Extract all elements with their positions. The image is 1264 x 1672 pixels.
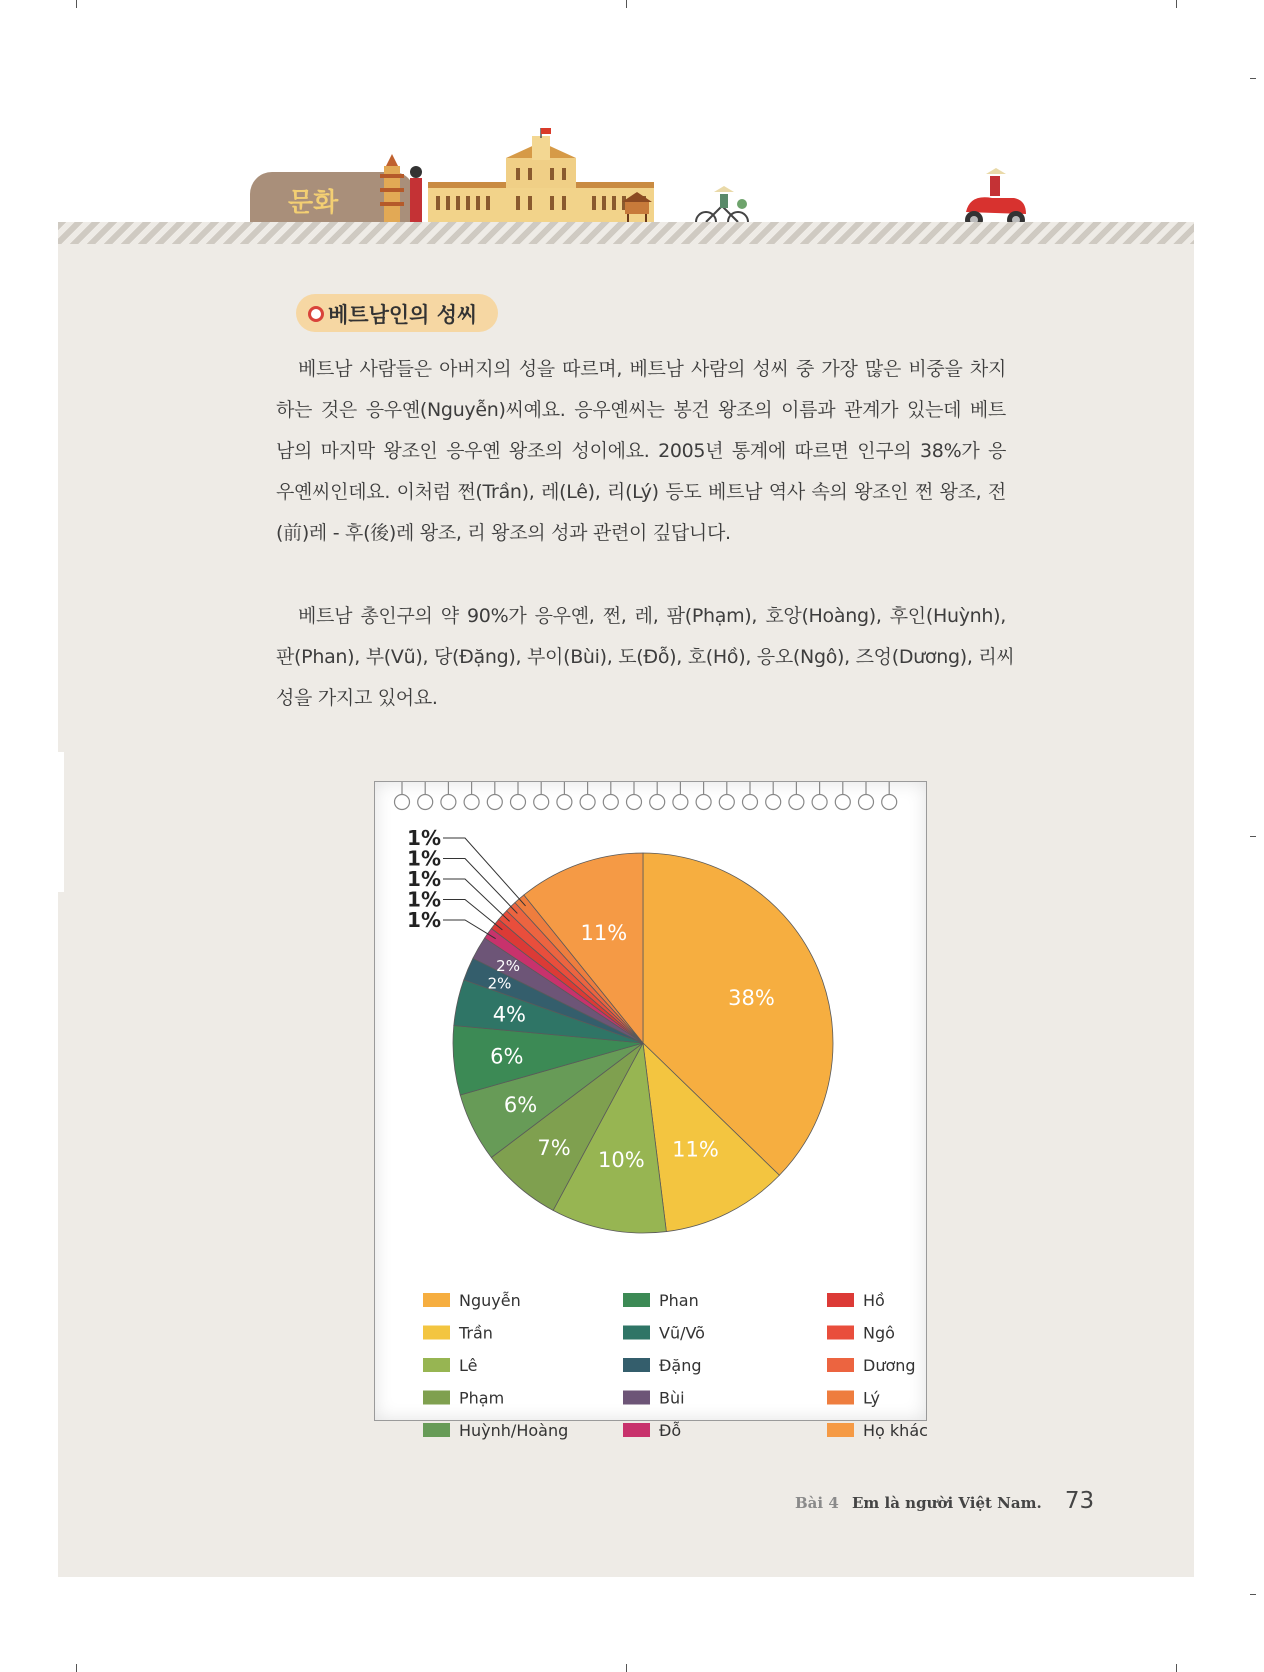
binding-ring (511, 795, 526, 810)
legend-label: Phan (659, 1291, 699, 1310)
data-label: 11% (672, 1137, 719, 1162)
binding-ring (487, 795, 502, 810)
data-label: 11% (580, 920, 628, 945)
legend-label: Nguyễn (459, 1291, 521, 1310)
section-title-pill (296, 294, 498, 332)
callout-line (443, 859, 517, 914)
binding-ring (418, 795, 433, 810)
paragraph-line: 우옌씨인데요. 이처럼 쩐(Trần), 레(Lê), 리(Lý) 등도 베트남 역사 속의 왕조인 쩐 왕조, 전 (276, 481, 1006, 503)
header-stripe (58, 222, 1194, 244)
binding-ring (835, 795, 850, 810)
crop-mark (1250, 1594, 1256, 1595)
legend-label: Lý (863, 1388, 880, 1408)
crop-mark (76, 0, 77, 8)
legend-label: Dương (863, 1356, 916, 1375)
legend-swatch (423, 1293, 450, 1307)
legend-swatch (423, 1358, 450, 1372)
legend-label: Huỳnh/Hoàng (459, 1421, 569, 1440)
paragraph-line: 남의 마지막 왕조인 응우옌 왕조의 성이에요. 2005년 통계에 따르면 인구의 38%가 응 (276, 440, 1006, 462)
paragraph-line: 베트남 사람들은 아버지의 성을 따르며, 베트남 사람의 성씨 중 가장 많은 비중을 차지 (298, 358, 1006, 380)
legend-swatch (827, 1358, 854, 1372)
data-label: 1% (407, 887, 441, 912)
crop-mark (1176, 0, 1177, 8)
legend-swatch (827, 1423, 854, 1437)
legend-label: Họ khác (863, 1421, 928, 1440)
binding-ring (696, 795, 711, 810)
binding-ring (859, 795, 874, 810)
page-footer (795, 1488, 1094, 1514)
bullet-ring-icon (308, 306, 324, 322)
data-label: 6% (503, 1092, 538, 1117)
legend-swatch (623, 1391, 650, 1405)
crop-mark (1250, 78, 1256, 79)
data-label: 1% (407, 846, 441, 871)
hut-illustration (620, 190, 654, 224)
legend-label: Bùi (659, 1388, 685, 1408)
binding-ring (673, 795, 688, 810)
crop-mark (626, 1664, 627, 1672)
binding-ring (812, 795, 827, 810)
legend-swatch (423, 1326, 450, 1340)
legend-label: Phạm (459, 1388, 505, 1408)
legend-swatch (423, 1391, 450, 1405)
data-label: 7% (537, 1135, 571, 1160)
paragraph-line: 베트남 총인구의 약 90%가 응우옌, 쩐, 레, 팜(Phạm), 호앙(Hoàng), 후인(Huỳnh), (298, 605, 1006, 627)
binding-ring (395, 795, 410, 810)
callout-line (443, 879, 510, 921)
binding-ring (441, 795, 456, 810)
legend-label: Vũ/Võ (659, 1323, 705, 1343)
legend-label: Hồ (863, 1291, 885, 1310)
binding-ring (557, 795, 572, 810)
data-label: 2% (487, 974, 512, 993)
callout-line (443, 838, 526, 906)
legend-swatch (827, 1293, 854, 1307)
paragraph-line: (前)레 - 후(後)레 왕조, 리 왕조의 성과 관련이 깊답니다. (276, 522, 731, 544)
binding-ring (580, 795, 595, 810)
legend-label: Ngô (863, 1323, 895, 1343)
legend-label: Đặng (659, 1356, 702, 1375)
crop-mark (76, 1664, 77, 1672)
binding-ring (766, 795, 781, 810)
binding-ring (719, 795, 734, 810)
chart-card (374, 781, 928, 1440)
binding-ring (627, 795, 642, 810)
binding-ring (650, 795, 665, 810)
paragraph-line: 성을 가지고 있어요. (276, 687, 438, 709)
binding-ring (464, 795, 479, 810)
binding-ring (789, 795, 804, 810)
crop-mark (1250, 836, 1256, 837)
data-label: 6% (490, 1044, 524, 1069)
data-label: 1% (407, 908, 441, 932)
paragraph-line: 하는 것은 응우옌(Nguyễn)씨예요. 응우옌씨는 봉건 왕조의 이름과 관계가 있는데 베트 (276, 399, 1006, 421)
data-label: 4% (492, 1002, 527, 1027)
binding-ring (743, 795, 758, 810)
paragraph-1 (276, 349, 1006, 554)
legend-swatch (423, 1423, 450, 1437)
margin-gap (58, 752, 64, 892)
legend-swatch (623, 1423, 650, 1437)
binding-ring (882, 795, 897, 810)
data-label: 1% (407, 867, 441, 891)
legend-label: Đỗ (659, 1421, 682, 1440)
legend-swatch (623, 1326, 650, 1340)
binding-ring (603, 795, 618, 810)
page-number: 73 (1064, 1488, 1095, 1514)
data-label: 10% (598, 1147, 645, 1172)
data-label: 2% (496, 957, 520, 976)
lesson-number: Bài 4 (795, 1494, 839, 1512)
paragraph-2 (276, 596, 1015, 719)
data-label: 38% (728, 986, 775, 1011)
legend-label: Lê (459, 1356, 478, 1375)
crop-mark (1176, 1664, 1177, 1672)
legend-swatch (623, 1293, 650, 1307)
lesson-title: Em là người Việt Nam. (852, 1494, 1042, 1512)
legend-swatch (827, 1391, 854, 1405)
section-title: 베트남인의 성씨 (328, 303, 478, 327)
crop-mark (626, 0, 627, 8)
legend-swatch (623, 1358, 650, 1372)
data-label: 1% (407, 826, 441, 850)
section-tab-label: 문화 (288, 188, 339, 218)
paragraph-line: 판(Phan), 부(Vũ), 당(Đặng), 부이(Bùi), 도(Đỗ), 호(Hồ), 응오(Ngô), 즈엉(Dương), 리씨 (276, 646, 1015, 668)
pie-chart (375, 782, 928, 1440)
legend-swatch (827, 1326, 854, 1340)
binding-ring (534, 795, 549, 810)
legend-label: Trần (459, 1323, 493, 1343)
